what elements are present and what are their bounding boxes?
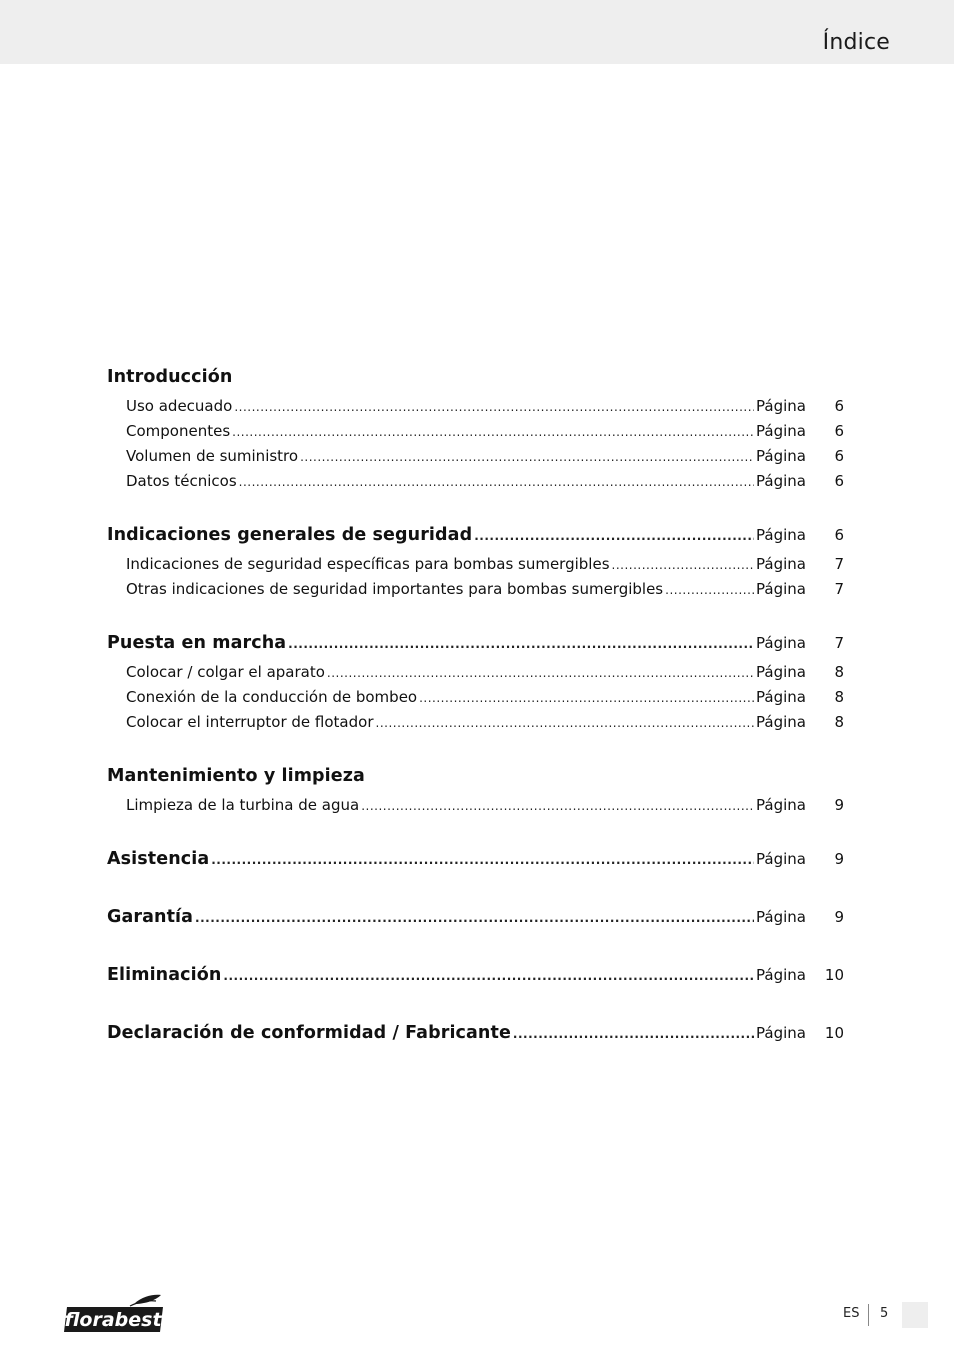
toc-entry[interactable] (107, 444, 844, 469)
dot-leader (419, 686, 754, 710)
dot-leader (300, 445, 754, 469)
toc-entry[interactable] (107, 710, 844, 735)
dot-leader (288, 628, 754, 660)
dot-leader (376, 711, 755, 735)
toc-entry-title: Colocar / colgar el aparato (126, 663, 325, 681)
dot-leader (232, 420, 754, 444)
footer-divider (868, 1304, 869, 1326)
footer-page-number: 5 (880, 1306, 889, 1321)
toc-page-number: 6 (834, 472, 844, 490)
toc-page-number: 10 (824, 1024, 844, 1042)
footer-tab-marker (902, 1302, 928, 1328)
toc-entry-title: Otras indicaciones de seguridad importantes para bombas sumergibles (126, 580, 664, 598)
toc-page-label: Página (756, 688, 806, 706)
toc-entry-title: Volumen de suministro (126, 447, 299, 465)
toc-entry-title: Limpieza de la turbina de agua (126, 796, 360, 814)
toc-page-number: 6 (834, 397, 844, 415)
toc-entry-title: Indicaciones de seguridad específicas para bombas sumergibles (126, 555, 610, 573)
toc-entry-title: Conexión de la conducción de bombeo (126, 688, 418, 706)
toc-section-entry[interactable] (107, 627, 844, 660)
toc-entry[interactable] (107, 469, 844, 494)
toc-section-title: Garantía (107, 907, 194, 927)
toc-section-entry[interactable] (107, 959, 844, 992)
toc-page-number: 6 (834, 447, 844, 465)
toc-page-number: 8 (834, 688, 844, 706)
toc-entry[interactable] (107, 660, 844, 685)
toc-entry-title: Uso adecuado (126, 397, 233, 415)
toc-page-label: Página (756, 966, 806, 984)
toc-section (107, 361, 844, 494)
header-band (0, 0, 954, 64)
toc-page-label: Página (756, 526, 806, 544)
dot-leader (474, 520, 754, 552)
toc-section-title: Puesta en marcha (107, 633, 287, 653)
toc-page-label: Página (756, 663, 806, 681)
toc-entry[interactable] (107, 685, 844, 710)
toc-section (107, 843, 844, 876)
toc-section-entry[interactable] (107, 843, 844, 876)
toc-section (107, 959, 844, 992)
table-of-contents (107, 361, 844, 1050)
dot-leader (612, 553, 754, 577)
toc-page-number: 8 (834, 663, 844, 681)
toc-entry[interactable] (107, 394, 844, 419)
toc-section-title: Declaración de conformidad / Fabricante (107, 1023, 511, 1043)
toc-section (107, 1017, 844, 1050)
dot-leader (239, 470, 754, 494)
toc-page-label: Página (756, 713, 806, 731)
toc-section-title[interactable]: Introducción (107, 367, 233, 387)
toc-page-number: 8 (834, 713, 844, 731)
toc-entry[interactable] (107, 793, 844, 818)
toc-page-number: 9 (834, 796, 844, 814)
dot-leader (211, 844, 754, 876)
toc-page-label: Página (756, 796, 806, 814)
toc-page-label: Página (756, 850, 806, 868)
toc-section-entry[interactable] (107, 901, 844, 934)
toc-page-label: Página (756, 908, 806, 926)
florabest-logo (64, 1294, 164, 1334)
toc-page-label: Página (756, 422, 806, 440)
dot-leader (223, 960, 754, 992)
toc-page-number: 6 (834, 422, 844, 440)
toc-section-title: Indicaciones generales de seguridad (107, 525, 473, 545)
toc-entry[interactable] (107, 552, 844, 577)
dot-leader (513, 1018, 754, 1050)
toc-section (107, 627, 844, 735)
toc-page-label: Página (756, 1024, 806, 1042)
toc-page-number: 7 (834, 634, 844, 652)
dot-leader (665, 578, 754, 602)
toc-entry-title: Datos técnicos (126, 472, 237, 490)
toc-page-label: Página (756, 580, 806, 598)
toc-section-title[interactable]: Mantenimiento y limpieza (107, 766, 365, 786)
toc-entry-title: Componentes (126, 422, 231, 440)
toc-entry[interactable] (107, 577, 844, 602)
toc-page-label: Página (756, 472, 806, 490)
toc-section (107, 760, 844, 818)
toc-entry[interactable] (107, 419, 844, 444)
footer-language: ES (843, 1306, 860, 1321)
toc-page-number: 9 (834, 850, 844, 868)
toc-entry-title: Colocar el interruptor de flotador (126, 713, 374, 731)
dot-leader (361, 794, 754, 818)
toc-page-number: 7 (834, 580, 844, 598)
dot-leader (195, 902, 754, 934)
toc-page-number: 6 (834, 526, 844, 544)
toc-page-number: 10 (824, 966, 844, 984)
dot-leader (234, 395, 754, 419)
toc-section (107, 519, 844, 602)
toc-page-label: Página (756, 447, 806, 465)
toc-page-label: Página (756, 634, 806, 652)
toc-section-entry[interactable] (107, 1017, 844, 1050)
page-title: Índice (822, 30, 890, 55)
toc-page-label: Página (756, 397, 806, 415)
svg-text:florabest: florabest (64, 1309, 162, 1331)
toc-page-label: Página (756, 555, 806, 573)
toc-page-number: 7 (834, 555, 844, 573)
toc-section-title: Eliminación (107, 965, 222, 985)
dot-leader (327, 661, 754, 685)
toc-section-title: Asistencia (107, 849, 210, 869)
toc-section (107, 901, 844, 934)
toc-section-entry[interactable] (107, 519, 844, 552)
toc-page-number: 9 (834, 908, 844, 926)
